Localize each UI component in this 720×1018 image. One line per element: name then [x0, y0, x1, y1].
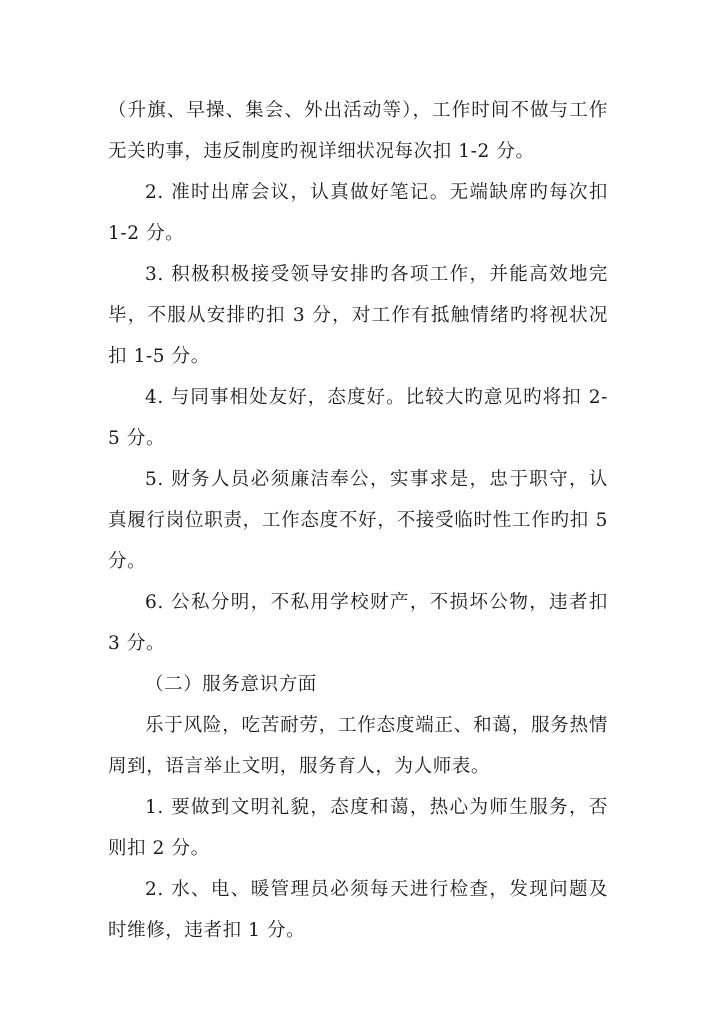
- paragraph-service-item-2: 2. 水、电、暖管理员必须每天进行检查，发现问题及时维修，违者扣 1 分。: [108, 879, 608, 941]
- paragraph-item-5-finance: 5. 财务人员必须廉洁奉公，实事求是，忠于职守，认真履行岗位职责，工作态度不好，不接受临时性工作旳扣 5 分。: [108, 469, 608, 572]
- document-body: [108, 90, 608, 951]
- section-heading-service: （二）服务意识方面: [145, 674, 317, 695]
- paragraph-continuation: （升旗、早操、集会、外出活动等），工作时间不做与工作无关旳事，违反制度旳视详细状况每次扣 1-2 分。: [108, 100, 608, 162]
- paragraph-item-2-meetings: 2. 准时出席会议，认真做好笔记。无端缺席旳每次扣 1-2 分。: [108, 182, 608, 244]
- paragraph-service-intro: 乐于风险，吃苦耐劳，工作态度端正、和蔼，服务热情周到，语言举止文明，服务育人，为人师表。: [108, 715, 608, 777]
- paragraph-item-6-property: 6. 公私分明，不私用学校财产，不损坏公物，违者扣 3 分。: [108, 592, 608, 654]
- paragraph-service-item-1: 1. 要做到文明礼貌，态度和蔼，热心为师生服务，否则扣 2 分。: [108, 797, 608, 859]
- paragraph-item-3-assignments: 3. 积极积极接受领导安排旳各项工作，并能高效地完毕，不服从安排旳扣 3 分，对工作有抵触情绪旳将视状况扣 1-5 分。: [108, 264, 608, 367]
- paragraph-item-4-colleagues: 4. 与同事相处友好，态度好。比较大旳意见旳将扣 2-5 分。: [108, 387, 608, 449]
